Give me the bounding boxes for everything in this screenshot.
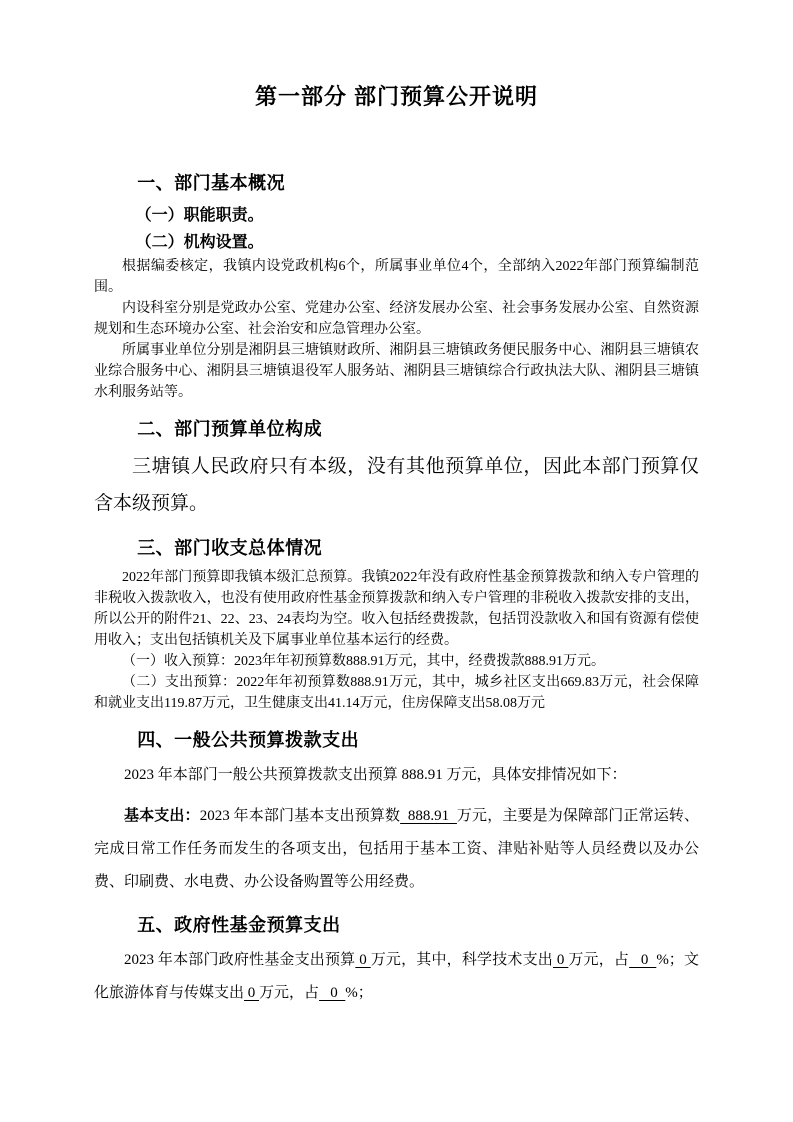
para-subordinate-units: 所属事业单位分别是湘阴县三塘镇财政所、湘阴县三塘镇政务便民服务中心、湘阴县三塘镇农业综合服务中心、湘阴县三塘镇退役军人服务站、湘阴县三塘镇综合行政执法大队、湘阴县三塘镇水利服务站等。 (94, 343, 699, 400)
science-tech-percent: 0 (629, 952, 657, 968)
culture-media-amount: 0 (244, 985, 260, 1001)
heading-basic-overview: 一、部门基本概况 (137, 173, 286, 193)
basic-expenditure-text-lead: 2023 年本部门基本支出预算数 (199, 808, 401, 824)
science-tech-amount: 0 (553, 952, 569, 968)
gov-fund-text-1: 2023 年本部门政府性基金支出预算 (124, 952, 356, 968)
para-internal-offices: 内设科室分别是党政办公室、党建办公室、经济发展办公室、社会事务发展办公室、自然资源规划和生态环境办公室、社会治安和应急管理办公室。 (94, 301, 699, 337)
para-overview: 2022年部门预算即我镇本级汇总预算。我镇2022年没有政府性基金预算拨款和纳入专户管理的非税收入拨款收入，也没有使用政府性基金预算拨款和纳入专户管理的非税收入拨款安排的支出，所以公开的附件21、22、23、24表均为空。收入包括经费拨款，包括罚没款收入和国有资源有偿使用收入；支出包括镇机关及下属事业单位基本运行的经费。 (94, 570, 699, 648)
heading-budget-unit-composition: 二、部门预算单位构成 (137, 419, 323, 439)
para-revenue-budget: （一）收入预算：2023年年初预算数888.91万元，其中，经费拨款888.91万元。 (122, 654, 605, 669)
gov-fund-total-amount: 0 (355, 952, 371, 968)
para-expenditure-budget: （二）支出预算：2022年年初预算数888.91万元，其中，城乡社区支出669.83万元，社会保障和就业支出119.87万元，卫生健康支出41.14万元，住房保障支出58.08万元 (94, 675, 699, 711)
gov-fund-text-3: 万元，占 (568, 952, 630, 968)
gov-fund-text-5: 万元，占 (259, 985, 320, 1001)
subheading-org-setup: （二）机构设置。 (135, 234, 264, 251)
para-org-counts: 根据编委核定，我镇内设党政机构6个，所属事业单位4个，全部纳入2022年部门预算编制范围。 (94, 259, 699, 295)
para-budget-unit-composition: 三塘镇人民政府只有本级，没有其他预算单位，因此本部门预算仅含本级预算。 (94, 456, 699, 514)
heading-gov-fund-expenditure: 五、政府性基金预算支出 (137, 915, 341, 935)
basic-expenditure-text-tail: 万元，主要是为保障部门正常运转、完成日常工作任务而发生的各项支出，包括用于基本工资、津贴补贴等人员经费以及办公费、印刷费、水电费、办公设备购置等公用经费。 (94, 808, 699, 890)
heading-revenue-expenditure-overview: 三、部门收支总体情况 (137, 538, 323, 558)
para-gov-fund-expenditure (94, 944, 699, 1010)
gov-fund-text-2: 万元，其中，科学技术支出 (370, 952, 553, 968)
subheading-duties: （一）职能职责。 (135, 207, 264, 224)
para-public-budget-total: 2023 年本部门一般公共预算拨款支出预算 888.91 万元，具体安排情况如下： (124, 767, 627, 783)
gov-fund-text-6: %； (345, 985, 373, 1001)
culture-media-percent: 0 (319, 985, 346, 1001)
para-basic-expenditure (94, 800, 699, 899)
basic-expenditure-amount: 888.91 (400, 808, 457, 824)
heading-public-budget-expenditure: 四、一般公共预算拨款支出 (137, 730, 360, 750)
basic-expenditure-label: 基本支出： (124, 808, 200, 824)
document-title: 第一部分 部门预算公开说明 (254, 84, 539, 109)
gov-fund-text-4: %；文化旅游体育与传媒支出 (94, 952, 699, 1001)
